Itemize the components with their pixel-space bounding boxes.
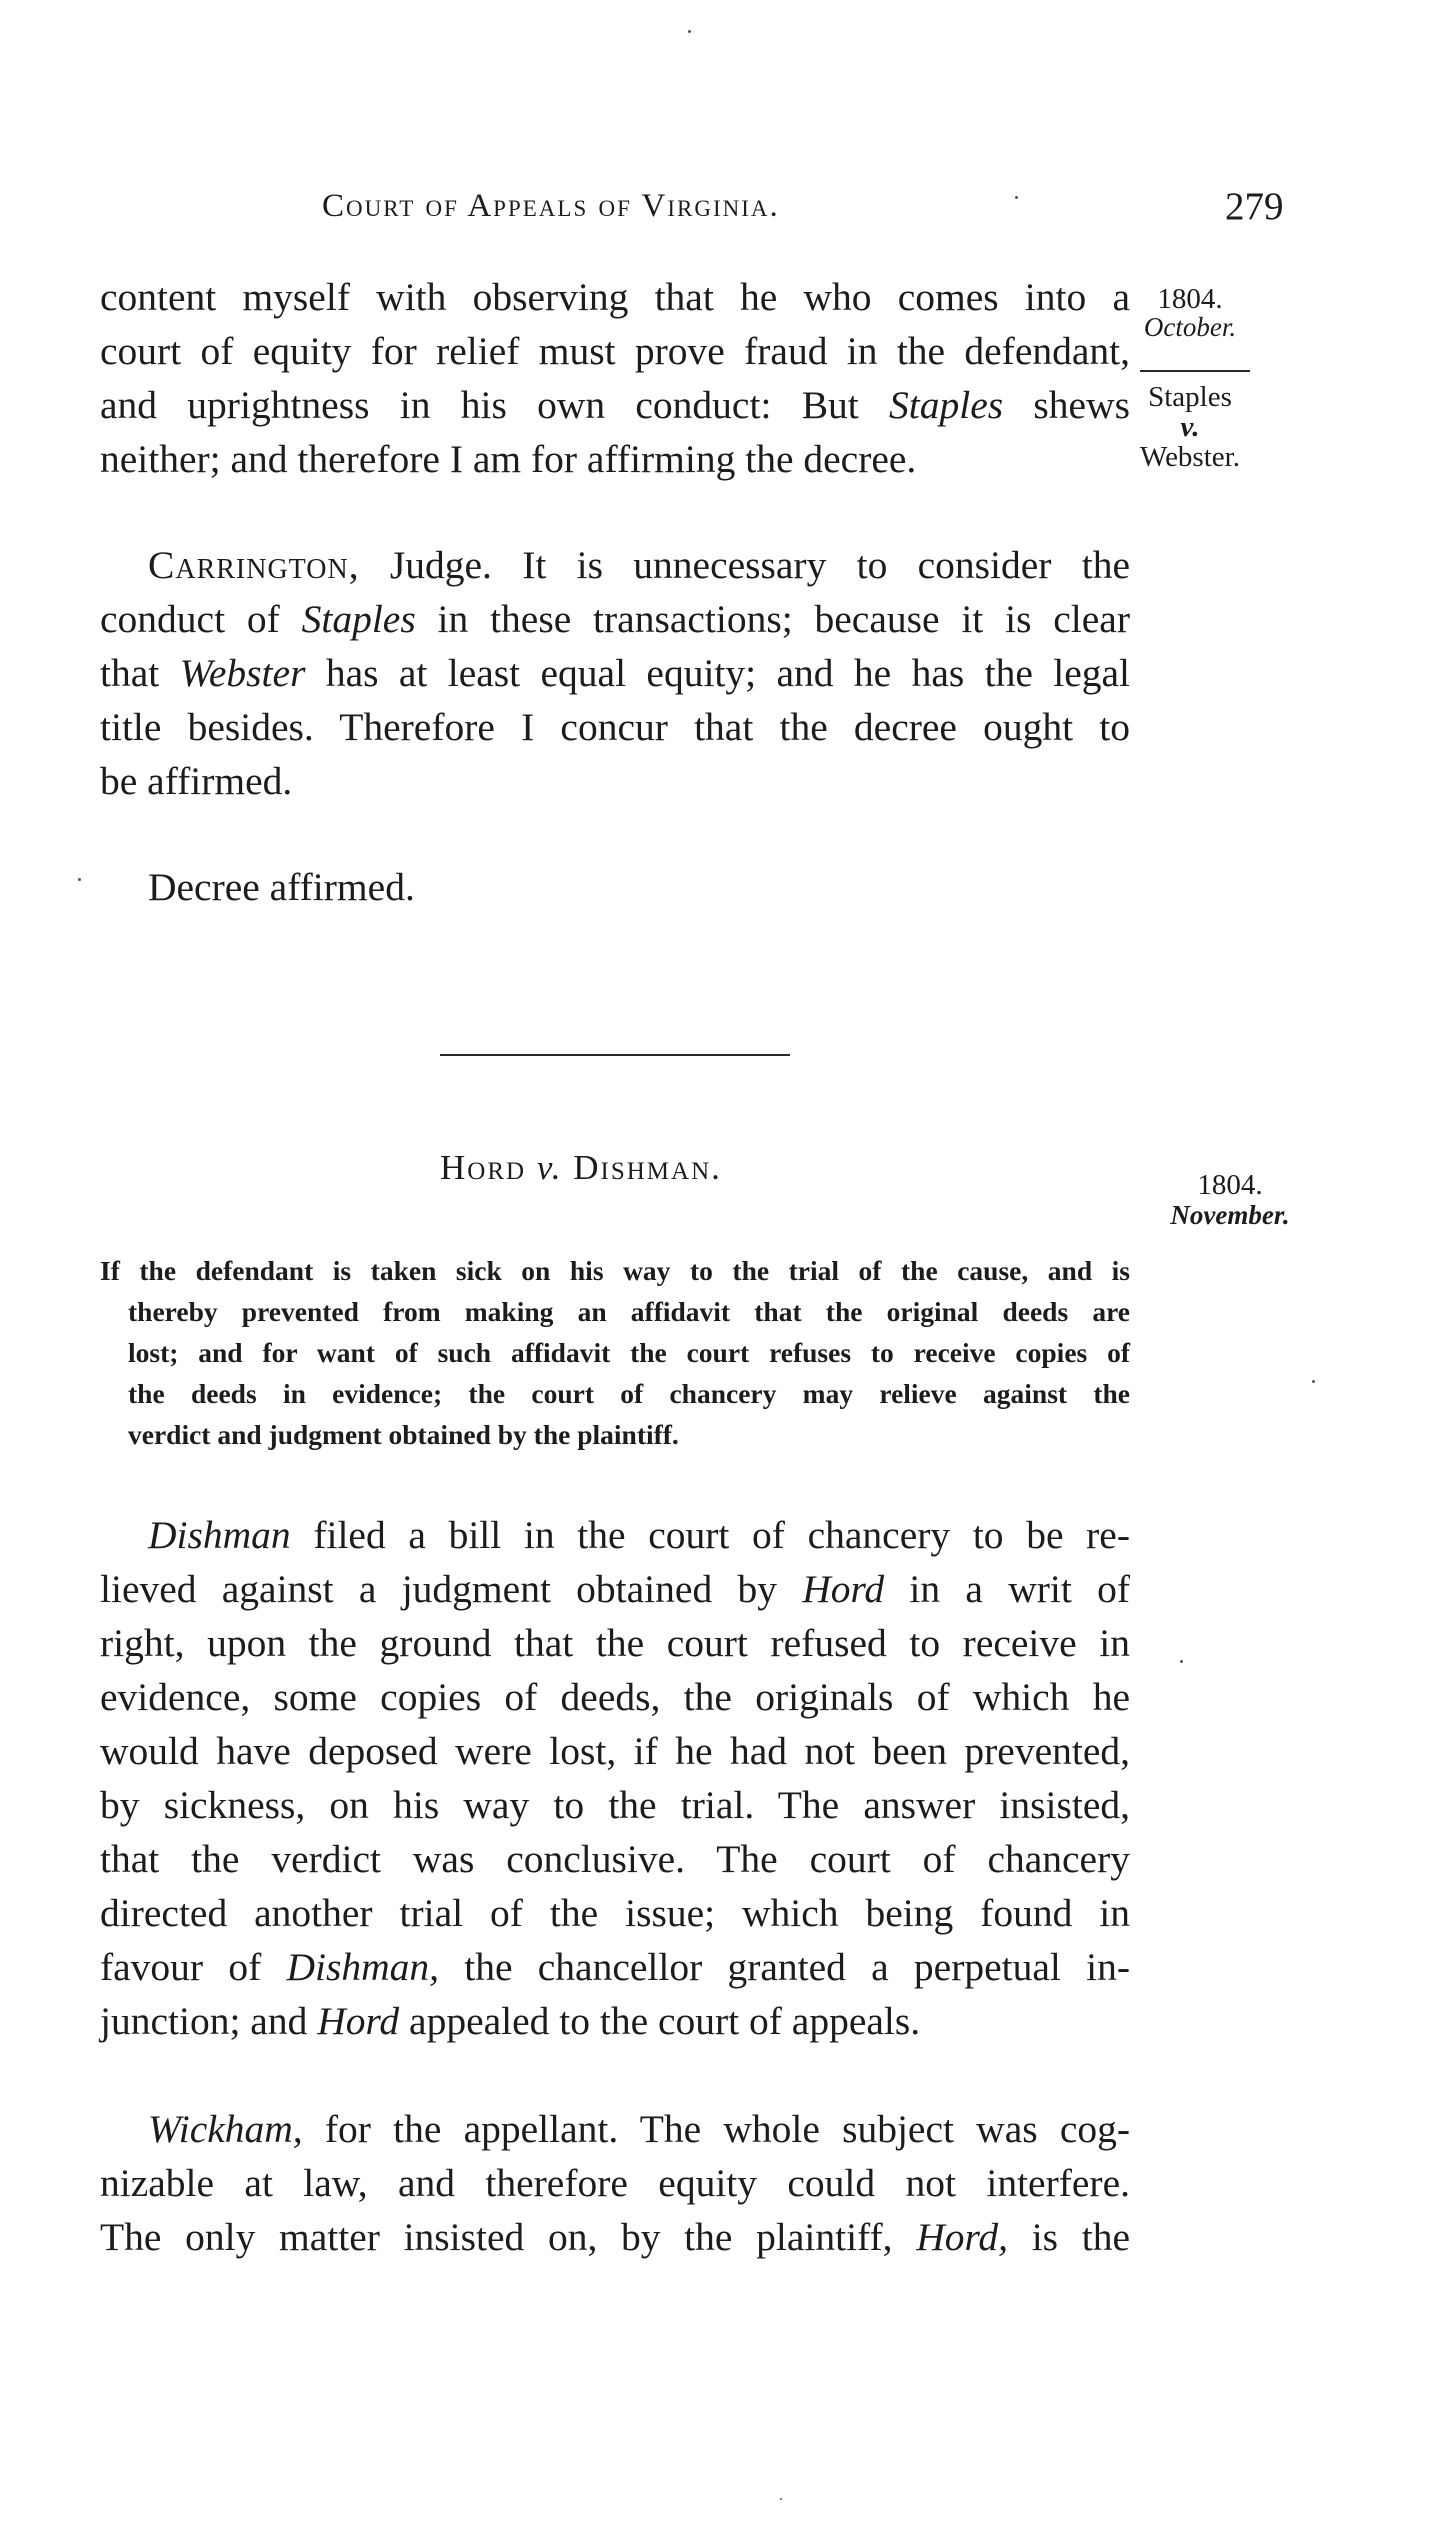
carrington-line-3-a: that	[100, 651, 180, 695]
wickham-line-2: nizable at law, and therefore equity could not interfere.	[100, 2161, 1130, 2205]
carrington-line-3-b: has at least equal equity; and he has the legal	[305, 651, 1131, 695]
page-number: 279	[1225, 185, 1284, 228]
margin-month-2: November.	[1170, 1200, 1290, 1230]
carrington-line-3	[100, 646, 1130, 700]
case-title-b: Dishman.	[562, 1148, 722, 1187]
paper-speck	[1180, 1660, 1183, 1663]
headnote-line-5: verdict and judgment obtained by the plaintiff.	[128, 1419, 679, 1450]
margin-case-line2: Webster.	[1140, 441, 1240, 473]
party-name-dishman: Dishman	[148, 1513, 291, 1557]
headnote	[100, 1250, 1130, 1455]
dishman-line-9-a: favour of	[100, 1945, 287, 1989]
carrington-line-1-rest: Judge. It is unnecessary to consider the	[359, 543, 1130, 587]
paper-speck	[688, 30, 691, 33]
paper-speck	[1015, 196, 1018, 199]
paper-speck	[780, 2498, 782, 2500]
case-title-v: v.	[536, 1148, 563, 1187]
wickham-line-3	[100, 2210, 1130, 2264]
headnote-line-1: If the defendant is taken sick on his way to the trial of the cause, and is	[100, 1255, 1130, 1286]
dishman-line-9	[100, 1940, 1130, 1994]
party-name-dishman-2: Dishman,	[286, 1945, 440, 1989]
party-name-webster: Webster	[179, 651, 306, 695]
case-title	[440, 1148, 722, 1188]
party-name-hord-3: Hord,	[916, 2215, 1009, 2259]
opening-line-3-text: and uprightness in his own conduct: But	[100, 383, 890, 427]
dishman-line-1-rest: filed a bill in the court of chancery to be re-	[290, 1513, 1130, 1557]
party-name-hord: Hord	[802, 1567, 885, 1611]
margin-month: October.	[1143, 312, 1237, 342]
party-name-staples: Staples	[889, 383, 1004, 427]
dishman-line-4: evidence, some copies of deeds, the originals of which he	[100, 1675, 1130, 1719]
argument-wickham	[100, 2102, 1130, 2264]
counsel-name-wickham: Wickham,	[148, 2107, 303, 2151]
dishman-line-6: by sickness, on his way to the trial. The answer insisted,	[100, 1783, 1130, 1827]
dishman-line-1	[100, 1508, 1130, 1562]
opening-line-1: content myself with observing that he who comes into a	[100, 275, 1130, 319]
headnote-line-3: lost; and for want of such affidavit the court refuses to receive copies of	[128, 1337, 1130, 1368]
dishman-line-10-a: junction; and	[100, 1999, 318, 2043]
margin-date-november	[1170, 1168, 1290, 1232]
party-name-hord-2: Hord	[317, 1999, 400, 2043]
carrington-line-2	[100, 592, 1130, 646]
margin-year: 1804.	[1157, 283, 1223, 315]
dishman-line-7: that the verdict was conclusive. The court of chancery	[100, 1837, 1130, 1881]
opening-line-3	[100, 378, 1130, 432]
paper-speck	[78, 878, 81, 881]
dishman-line-2-a: lieved against a judgment obtained by	[100, 1567, 803, 1611]
wickham-line-3-b: is the	[1008, 2215, 1130, 2259]
margin-case-v: v.	[1180, 411, 1200, 443]
opening-line-4: neither; and therefore I am for affirming the decree.	[100, 437, 917, 481]
carrington-line-5: be affirmed.	[100, 759, 293, 803]
dishman-line-3: right, upon the ground that the court refused to receive in	[100, 1621, 1130, 1665]
wickham-line-1	[100, 2102, 1130, 2156]
paper-speck	[1312, 1380, 1315, 1383]
margin-date-october	[1130, 282, 1250, 344]
dishman-line-10	[100, 1994, 1130, 2048]
dishman-line-2-b: in a writ of	[884, 1567, 1130, 1611]
carrington-line-2-b: in these transactions; because it is clear	[415, 597, 1130, 641]
wickham-line-3-a: The only matter insisted on, by the plaintiff,	[100, 2215, 917, 2259]
dishman-line-10-b: appealed to the court of appeals.	[399, 1999, 921, 2043]
carrington-line-4: title besides. Therefore I concur that the decree ought to	[100, 705, 1130, 749]
party-name-staples-2: Staples	[301, 597, 416, 641]
dishman-line-8: directed another trial of the issue; which being found in	[100, 1891, 1130, 1935]
judge-name: Carrington,	[148, 543, 360, 587]
dishman-line-2	[100, 1562, 1130, 1616]
margin-year-2: 1804.	[1197, 1169, 1263, 1201]
decree-affirmed: Decree affirmed.	[148, 865, 415, 909]
opening-line-3-tail: shews	[1003, 383, 1130, 427]
running-head-title: Court of Appeals of Virginia.	[322, 188, 780, 224]
statement-of-case	[100, 1508, 1130, 2048]
dishman-line-5: would have deposed were lost, if he had not been prevented,	[100, 1729, 1130, 1773]
section-divider	[440, 1054, 790, 1056]
headnote-line-2: thereby prevented from making an affidavit that the original deeds are	[128, 1296, 1130, 1327]
margin-case-line1: Staples	[1148, 381, 1232, 413]
carrington-opinion	[100, 538, 1130, 808]
headnote-line-4: the deeds in evidence; the court of chancery may relieve against the	[128, 1378, 1130, 1409]
margin-rule	[1140, 370, 1250, 372]
carrington-line-2-a: conduct of	[100, 597, 302, 641]
carrington-line-1	[100, 538, 1130, 592]
wickham-line-1-rest: for the appellant. The whole subject was cog-	[302, 2107, 1130, 2151]
margin-case-name	[1130, 382, 1250, 472]
opening-paragraph	[100, 270, 1130, 486]
case-title-a: Hord	[440, 1148, 537, 1187]
opening-line-2: court of equity for relief must prove fraud in the defendant,	[100, 329, 1130, 373]
dishman-line-9-b: the chancellor granted a perpetual in-	[439, 1945, 1130, 1989]
